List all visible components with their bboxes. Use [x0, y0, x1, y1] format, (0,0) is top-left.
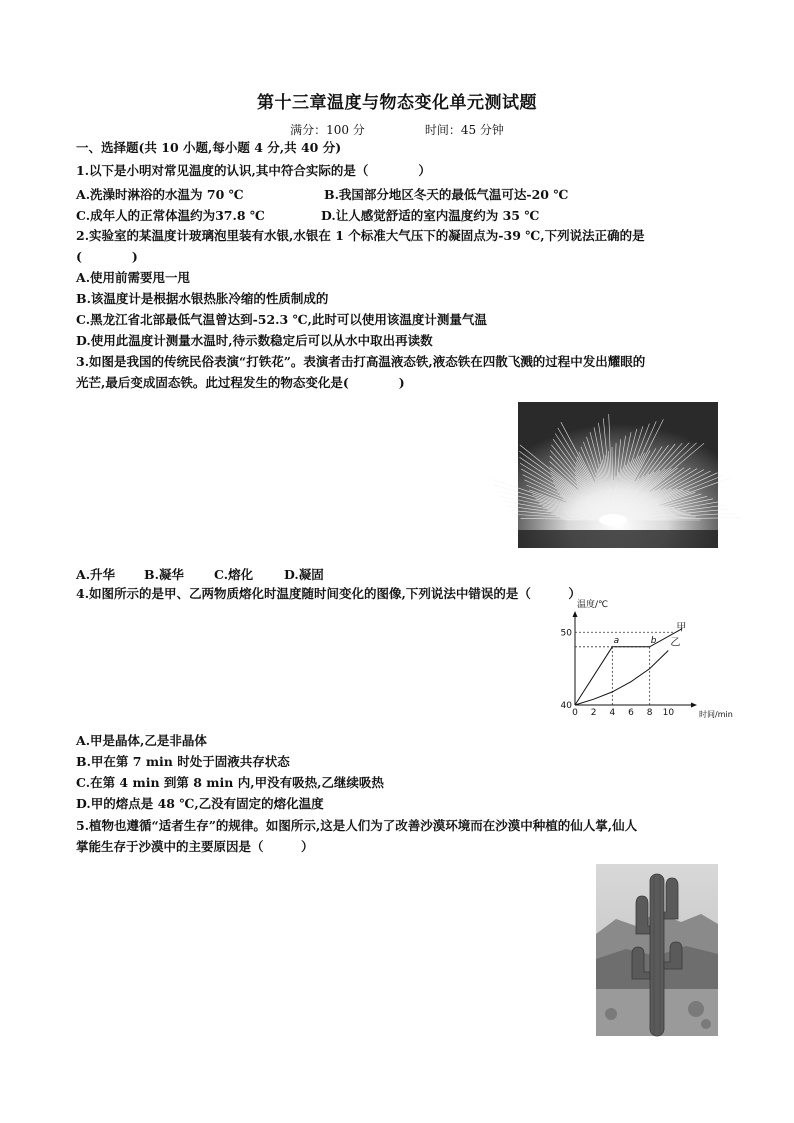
q3-stem-line2: 光芒,最后变成固态铁。此过程发生的物态变化是( )	[76, 375, 405, 390]
cactus-photo	[596, 864, 718, 1036]
exam-time: 时间：45 分钟	[424, 123, 504, 137]
q4-option-b: B.甲在第 7 min 时处于固液共存状态	[76, 754, 290, 769]
series-label-jia: 甲	[676, 622, 687, 634]
x-axis-label: 时间/min	[699, 710, 733, 719]
series-line-jia	[575, 629, 682, 705]
iron-flower-photo	[518, 402, 718, 548]
q2-stem-line2: ( )	[76, 249, 138, 264]
point-label-b: b	[650, 635, 657, 646]
cactus-image	[596, 864, 718, 1036]
q4-option-a: A.甲是晶体,乙是非晶体	[76, 733, 207, 748]
q4-option-d: D.甲的熔点是 48 ℃,乙没有固定的熔化温度	[76, 796, 324, 811]
section-heading: 一、选择题(共 10 小题,每小题 4 分,共 40 分)	[76, 140, 342, 155]
page-title: 第十三章温度与物态变化单元测试题	[257, 93, 537, 113]
q1-options-row1	[76, 185, 716, 201]
y-tick-label: 40	[560, 701, 572, 711]
q3-stem-line1: 3.如图是我国的传统民俗表演“打铁花”。表演者击打高温液态铁,液态铁在四散飞溅的过程中发出耀眼的	[76, 354, 646, 369]
q4-stem: 4.如图所示的是甲、乙两物质熔化时温度随时间变化的图像,下列说法中错误的是（ ）	[76, 586, 581, 601]
y-tick-label: 50	[560, 628, 572, 639]
q3-option-a: A.升华	[76, 567, 116, 582]
q3-options	[76, 565, 376, 581]
x-tick-label: 2	[590, 708, 597, 718]
x-tick-label: 4	[609, 708, 616, 718]
y-axis-label: 温度/℃	[577, 600, 609, 610]
q3-option-b: B.凝华	[144, 567, 184, 582]
full-score: 满分：100 分	[290, 123, 365, 137]
iron-flower-image	[518, 402, 718, 548]
q2-stem-line1: 2.实验室的某温度计玻璃泡里装有水银,水银在 1 个标准大气压下的凝固点为-39 ℃,下列说法正确的是	[76, 228, 645, 243]
x-tick-label: 6	[628, 708, 634, 718]
point-label-a: a	[613, 635, 620, 646]
series-line-yi	[575, 651, 668, 706]
q2-option-d: D.使用此温度计测量水温时,待示数稳定后可以从水中取出再读数	[76, 333, 433, 348]
x-tick-label: 0	[572, 708, 578, 718]
exam-meta	[0, 121, 794, 138]
q3-option-c: C.熔化	[214, 567, 254, 582]
q1-option-c: C.成年人的正常体温约为37.8 ℃	[76, 208, 265, 223]
q1-option-a: A.洗澡时淋浴的水温为 70 ℃	[76, 187, 244, 202]
x-axis-arrow	[691, 703, 697, 708]
q2-option-b: B.该温度计是根据水银热胀冷缩的性质制成的	[76, 291, 329, 306]
q3-option-d: D.凝固	[284, 567, 324, 582]
q2-option-a: A.使用前需要甩一甩	[76, 270, 191, 285]
q1-stem: 1.以下是小明对常见温度的认识,其中符合实际的是（ ）	[76, 163, 431, 178]
x-tick-label: 10	[662, 708, 675, 718]
q2-option-c: C.黑龙江省北部最低气温曾达到-52.3 ℃,此时可以使用该温度计测量气温	[76, 312, 487, 327]
q1-option-b: B.我国部分地区冬天的最低气温可达-20 ℃	[324, 187, 569, 202]
q1-option-d: D.让人感觉舒适的室内温度约为 35 ℃	[321, 208, 540, 223]
q5-stem-line2: 掌能生存于沙漠中的主要原因是（ ）	[76, 839, 314, 854]
x-tick-label: 8	[646, 708, 653, 718]
q4-option-c: C.在第 4 min 到第 8 min 内,甲没有吸热,乙继续吸热	[76, 775, 384, 790]
q5-stem-line1: 5.植物也遵循“适者生存”的规律。如图所示,这是人们为了改善沙漠环境而在沙漠中种植的仙人掌,仙人	[76, 818, 638, 833]
temperature-time-chart	[556, 600, 733, 723]
y-axis-arrow	[573, 611, 578, 617]
q1-options-row2	[76, 206, 716, 222]
series-label-yi: 乙	[670, 637, 681, 649]
